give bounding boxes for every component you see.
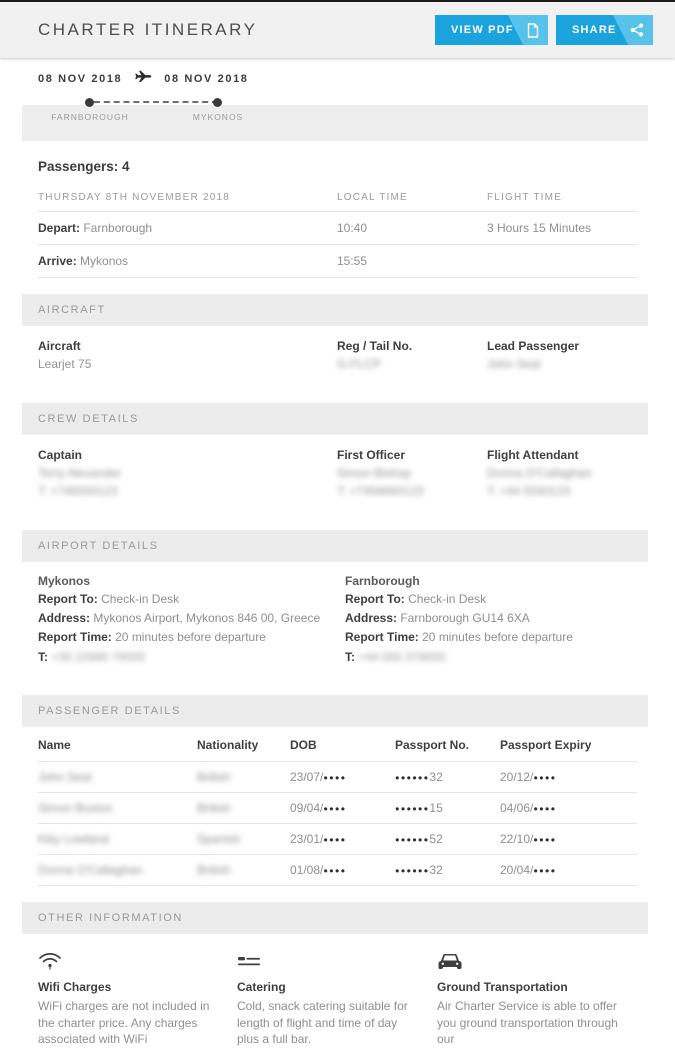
passport-visible: 32 [429, 769, 443, 784]
report-time-label: Report Time: [38, 630, 112, 645]
lead-passenger-label: Lead Passenger [487, 339, 580, 353]
report-time-value: 20 minutes before departure [111, 630, 266, 645]
local-time-header: LOCAL TIME [337, 192, 408, 203]
arrive-label: Arrive: [38, 254, 77, 268]
table-row [38, 824, 637, 855]
section-aircraft: AIRCRAFT [22, 294, 648, 326]
captain-label: Captain [38, 448, 83, 462]
dob-header: DOB [290, 737, 317, 752]
aircraft-field [38, 339, 337, 371]
route-dates [0, 58, 675, 97]
origin-dot [85, 98, 94, 107]
lead-passenger-value-redacted: John Seal [487, 357, 541, 371]
airport-card-farnborough [345, 574, 637, 665]
first-officer-name-redacted: Simon Bishop [337, 466, 412, 480]
section-other: OTHER INFORMATION [22, 902, 648, 934]
passport-mask: ●●●●●● [395, 803, 430, 813]
expiry-mask: ●●●● [533, 803, 557, 813]
flight-attendant-field [487, 448, 637, 498]
expiry-visible: 22/10/ [500, 831, 534, 846]
airport-info [0, 562, 675, 679]
table-row [38, 245, 637, 278]
flight-table [38, 184, 637, 278]
arrive-place: Mykonos [76, 254, 129, 268]
depart-place: Farnborough [80, 221, 153, 235]
ground-transport-info [437, 948, 637, 1048]
aircraft-label: Aircraft [38, 339, 81, 353]
reg-tail-field [337, 339, 487, 371]
airport-card-mykonos [38, 574, 345, 665]
route-dashed-line [94, 101, 218, 103]
passport-mask: ●●●●●● [395, 865, 430, 875]
address-label: Address: [345, 611, 398, 626]
catering-info [237, 948, 437, 1048]
passport-mask: ●●●●●● [395, 772, 430, 782]
address-value: Farnborough GU14 6XA [397, 611, 530, 626]
passport-mask: ●●●●●● [395, 834, 430, 844]
passenger-nationality-redacted: British [197, 800, 231, 815]
expiry-mask: ●●●● [533, 772, 557, 782]
passport-visible: 52 [429, 831, 443, 846]
view-pdf-button[interactable] [435, 15, 548, 45]
passenger-nationality-redacted: British [197, 769, 231, 784]
page-title: CHARTER ITINERARY [38, 20, 258, 39]
section-airport: AIRPORT DETAILS [22, 530, 648, 562]
dob-visible: 23/01/ [290, 831, 324, 846]
page-header [0, 2, 675, 58]
report-to-label: Report To: [345, 592, 405, 606]
dob-mask: ●●●● [323, 803, 347, 813]
flight-attendant-phone-redacted: T: +44 5550123 [487, 484, 571, 498]
destination-dot [213, 98, 222, 107]
passport-visible: 32 [429, 862, 443, 877]
passenger-name-redacted: John Seal [38, 769, 92, 784]
section-crew: CREW DETAILS [22, 403, 648, 435]
captain-name-redacted: Terry Alexander [38, 466, 122, 480]
phone-label: T: [38, 649, 48, 664]
flight-attendant-label: Flight Attendant [487, 448, 579, 462]
first-officer-field [337, 448, 487, 498]
catering-text: Cold, snack catering suitable for length of flight and time of day plus a full bar. [237, 998, 408, 1047]
car-icon [437, 948, 637, 970]
crew-info [0, 435, 675, 514]
share-button[interactable] [556, 15, 653, 45]
passport-visible: 15 [429, 800, 443, 815]
nationality-header: Nationality [197, 737, 259, 752]
flight-time-header: FLIGHT TIME [487, 192, 563, 203]
first-officer-phone-redacted: T: +7456660123 [337, 484, 424, 498]
aircraft-info [0, 326, 675, 387]
expiry-visible: 04/06/ [500, 800, 534, 815]
report-time-value: 20 minutes before departure [418, 630, 573, 645]
passenger-count: Passengers: 4 [38, 159, 130, 174]
aircraft-value: Learjet 75 [38, 357, 92, 371]
name-header: Name [38, 737, 71, 752]
table-row [38, 793, 637, 824]
arrive-date: 08 NOV 2018 [164, 72, 249, 85]
passenger-table-header [38, 729, 637, 762]
wifi-info [38, 948, 237, 1048]
reg-tail-label: Reg / Tail No. [337, 339, 413, 353]
wifi-heading: Wifi Charges [38, 979, 112, 994]
report-to-value: Check-in Desk [404, 592, 487, 606]
catering-icon [237, 948, 437, 970]
report-to-label: Report To: [38, 592, 98, 606]
address-label: Address: [38, 611, 91, 626]
flight-date-header: THURSDAY 8TH NOVEMBER 2018 [38, 192, 230, 203]
flight-duration: 3 Hours 15 Minutes [487, 221, 592, 235]
share-label: SHARE [572, 24, 617, 36]
captain-field [38, 448, 337, 498]
passenger-nationality-redacted: British [197, 862, 231, 877]
view-pdf-label: VIEW PDF [451, 24, 514, 36]
ground-transport-heading: Ground Transportation [437, 979, 568, 994]
catering-heading: Catering [237, 979, 286, 994]
address-value: Mykonos Airport, Mykonos 846 00, Greece [90, 611, 321, 626]
phone-value-redacted: +44 555 078000 [355, 649, 446, 664]
expiry-visible: 20/04/ [500, 862, 534, 877]
passenger-table [38, 729, 637, 886]
table-row [38, 855, 637, 886]
header-actions [435, 15, 653, 45]
table-row [38, 212, 637, 245]
airport-city: Farnborough [345, 574, 420, 588]
airport-city: Mykonos [38, 574, 91, 588]
dob-visible: 01/08/ [290, 862, 324, 877]
passenger-name-redacted: Simon Buxton [38, 800, 113, 815]
depart-label: Depart: [38, 221, 81, 235]
reg-tail-value-redacted: G-FLCP [337, 357, 382, 371]
dob-visible: 23/07/ [290, 769, 324, 784]
table-row [38, 762, 637, 793]
flight-attendant-name-redacted: Donna O'Callaghan [487, 466, 592, 480]
expiry-mask: ●●●● [533, 834, 557, 844]
captain-phone-redacted: T: +745550123 [38, 484, 118, 498]
expiry-mask: ●●●● [533, 865, 557, 875]
section-passenger: PASSENGER DETAILS [22, 695, 648, 727]
first-officer-label: First Officer [337, 448, 406, 462]
ground-transport-text: Air Charter Service is able to offer you ground transportation through our [437, 998, 618, 1047]
passenger-name-redacted: Kiky Lowland [38, 831, 109, 846]
dob-visible: 09/04/ [290, 800, 324, 815]
expiry-visible: 20/12/ [500, 769, 534, 784]
dob-mask: ●●●● [323, 772, 347, 782]
origin-label: FARNBOROUGH [51, 112, 129, 122]
wifi-icon [38, 948, 237, 970]
dob-mask: ●●●● [323, 834, 347, 844]
depart-date: 08 NOV 2018 [38, 72, 123, 85]
arrive-time: 15:55 [337, 254, 368, 268]
lead-passenger-field [487, 339, 637, 371]
report-to-value: Check-in Desk [97, 592, 180, 606]
flight-table-header [38, 184, 637, 212]
phone-value-redacted: +30 22890 79000 [48, 649, 146, 664]
report-time-label: Report Time: [345, 630, 419, 645]
phone-label: T: [345, 649, 355, 664]
passenger-name-redacted: Donna O'Callaghan [38, 862, 143, 877]
other-info [0, 934, 675, 1048]
wifi-text: WiFi charges are not included in the charter price. Any charges associated with WiFi [38, 998, 210, 1047]
plane-icon [134, 69, 152, 88]
passport-no-header: Passport No. [395, 737, 470, 752]
dob-mask: ●●●● [323, 865, 347, 875]
destination-label: MYKONOS [192, 112, 244, 122]
passport-expiry-header: Passport Expiry [500, 737, 592, 752]
route-timeline [22, 105, 648, 141]
passenger-nationality-redacted: Spanish [197, 831, 241, 846]
depart-time: 10:40 [337, 221, 368, 235]
